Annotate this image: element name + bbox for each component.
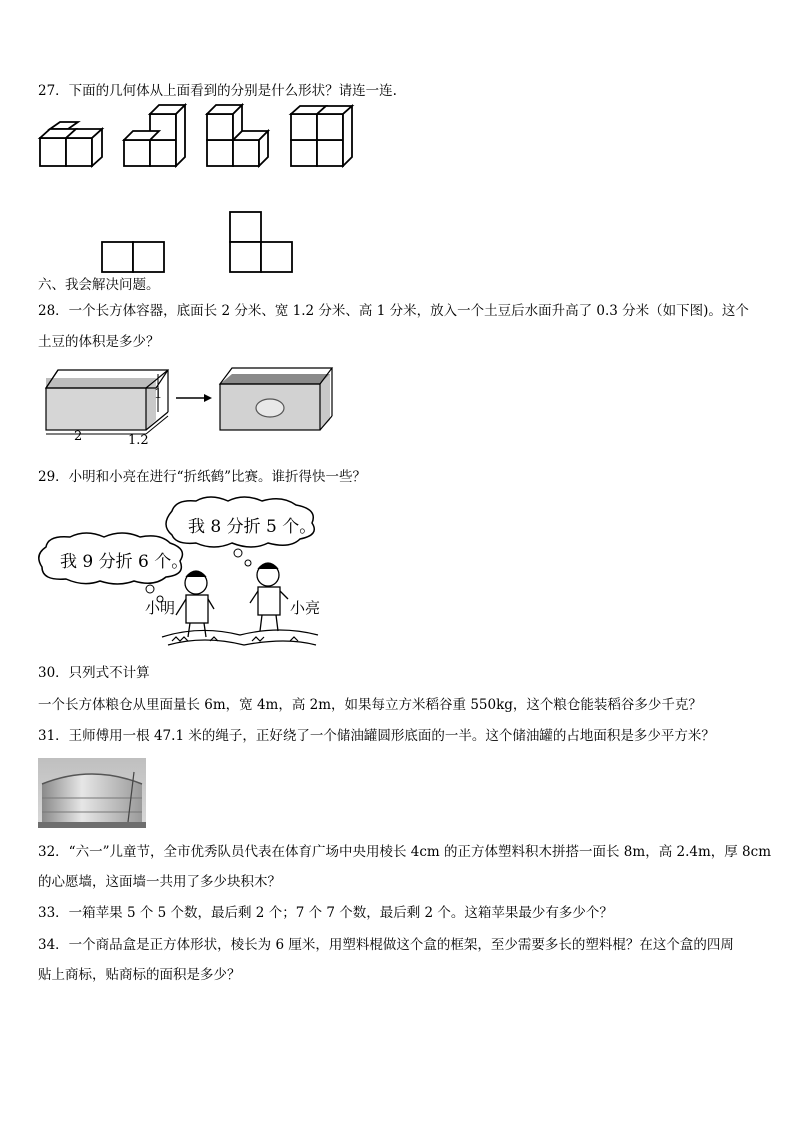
q30-text: 30．只列式不计算	[38, 665, 150, 681]
oil-tank-photo	[38, 758, 146, 828]
q30-body: 一个长方体粮仓从里面量长 6m，宽 4m，高 2m，如果每立方米稻谷重 550kg，这个粮仓能装稻谷多少千克？	[38, 697, 702, 713]
q34-line2: 贴上商标，贴商标的面积是多少？	[38, 967, 241, 983]
boy-xiaoming-figure	[176, 571, 214, 637]
length-label: 2	[74, 429, 83, 444]
top-view-1	[102, 242, 164, 272]
thought-bubble-right	[166, 497, 316, 566]
height-label: 1	[154, 387, 163, 402]
q28-line1: 28．一个长方体容器，底面长 2 分米、宽 1.2 分米、高 1 分米，放入一个土豆后水面升高了 0.3 分米（如下图)。这个	[38, 303, 749, 319]
width-label: 1.2	[128, 433, 149, 448]
race-illustration	[0, 495, 794, 655]
arrow-icon	[176, 394, 212, 402]
potato-icon	[256, 399, 284, 417]
name-xiaoming: 小明	[145, 599, 176, 617]
q28-line2: 土豆的体积是多少？	[38, 334, 160, 350]
q32-line1: 32．“六一”儿童节，全市优秀队员代表在体育广场中央用棱长 4cm 的正方体塑料积木拼搭一面长 8m，高 2.4m，厚 8cm	[38, 844, 771, 860]
cube-figure-1	[40, 122, 102, 166]
q34-line1: 34．一个商品盒是正方体形状，棱长为 6 厘米，用塑料棍做这个盒的框架，至少需要多长的塑料棍？在这个盒的四周	[38, 937, 734, 953]
q27-text: 27．下面的几何体从上面看到的分别是什么形状？请连一连.	[38, 83, 397, 99]
q32-line2: 的心愿墙，这面墙一共用了多少块积木？	[38, 874, 281, 890]
q31-text: 31．王师傅用一根 47.1 米的绳子，正好绕了一个储油罐圆形底面的一半。这个储油罐的占地面积是多少平方米？	[38, 728, 715, 744]
bubble-right-text: 我 8 分折 5 个。	[188, 517, 317, 537]
container-before	[46, 370, 168, 430]
container-figure	[0, 360, 794, 460]
top-view-2	[230, 212, 292, 272]
cube-figure-2	[124, 105, 185, 166]
cube-figure-3	[207, 105, 268, 166]
boy-xiaoliang-figure	[250, 563, 288, 631]
name-xiaoliang: 小亮	[290, 599, 321, 617]
thought-bubble-left	[39, 533, 188, 602]
q29-text: 29．小明和小亮在进行“折纸鹤”比赛。谁折得快一些？	[38, 469, 366, 485]
ground-decoration	[162, 630, 318, 645]
q33-text: 33．一箱苹果 5 个 5 个数，最后剩 2 个；7 个 7 个数，最后剩 2 个。这箱苹果最少有多少个？	[38, 905, 613, 921]
container-after	[220, 368, 332, 430]
cube-figure-4	[291, 106, 352, 166]
bubble-left-text: 我 9 分折 6 个。	[60, 552, 189, 572]
section-heading: 六、我会解决问题。	[38, 277, 160, 293]
cube-figures	[0, 0, 794, 300]
